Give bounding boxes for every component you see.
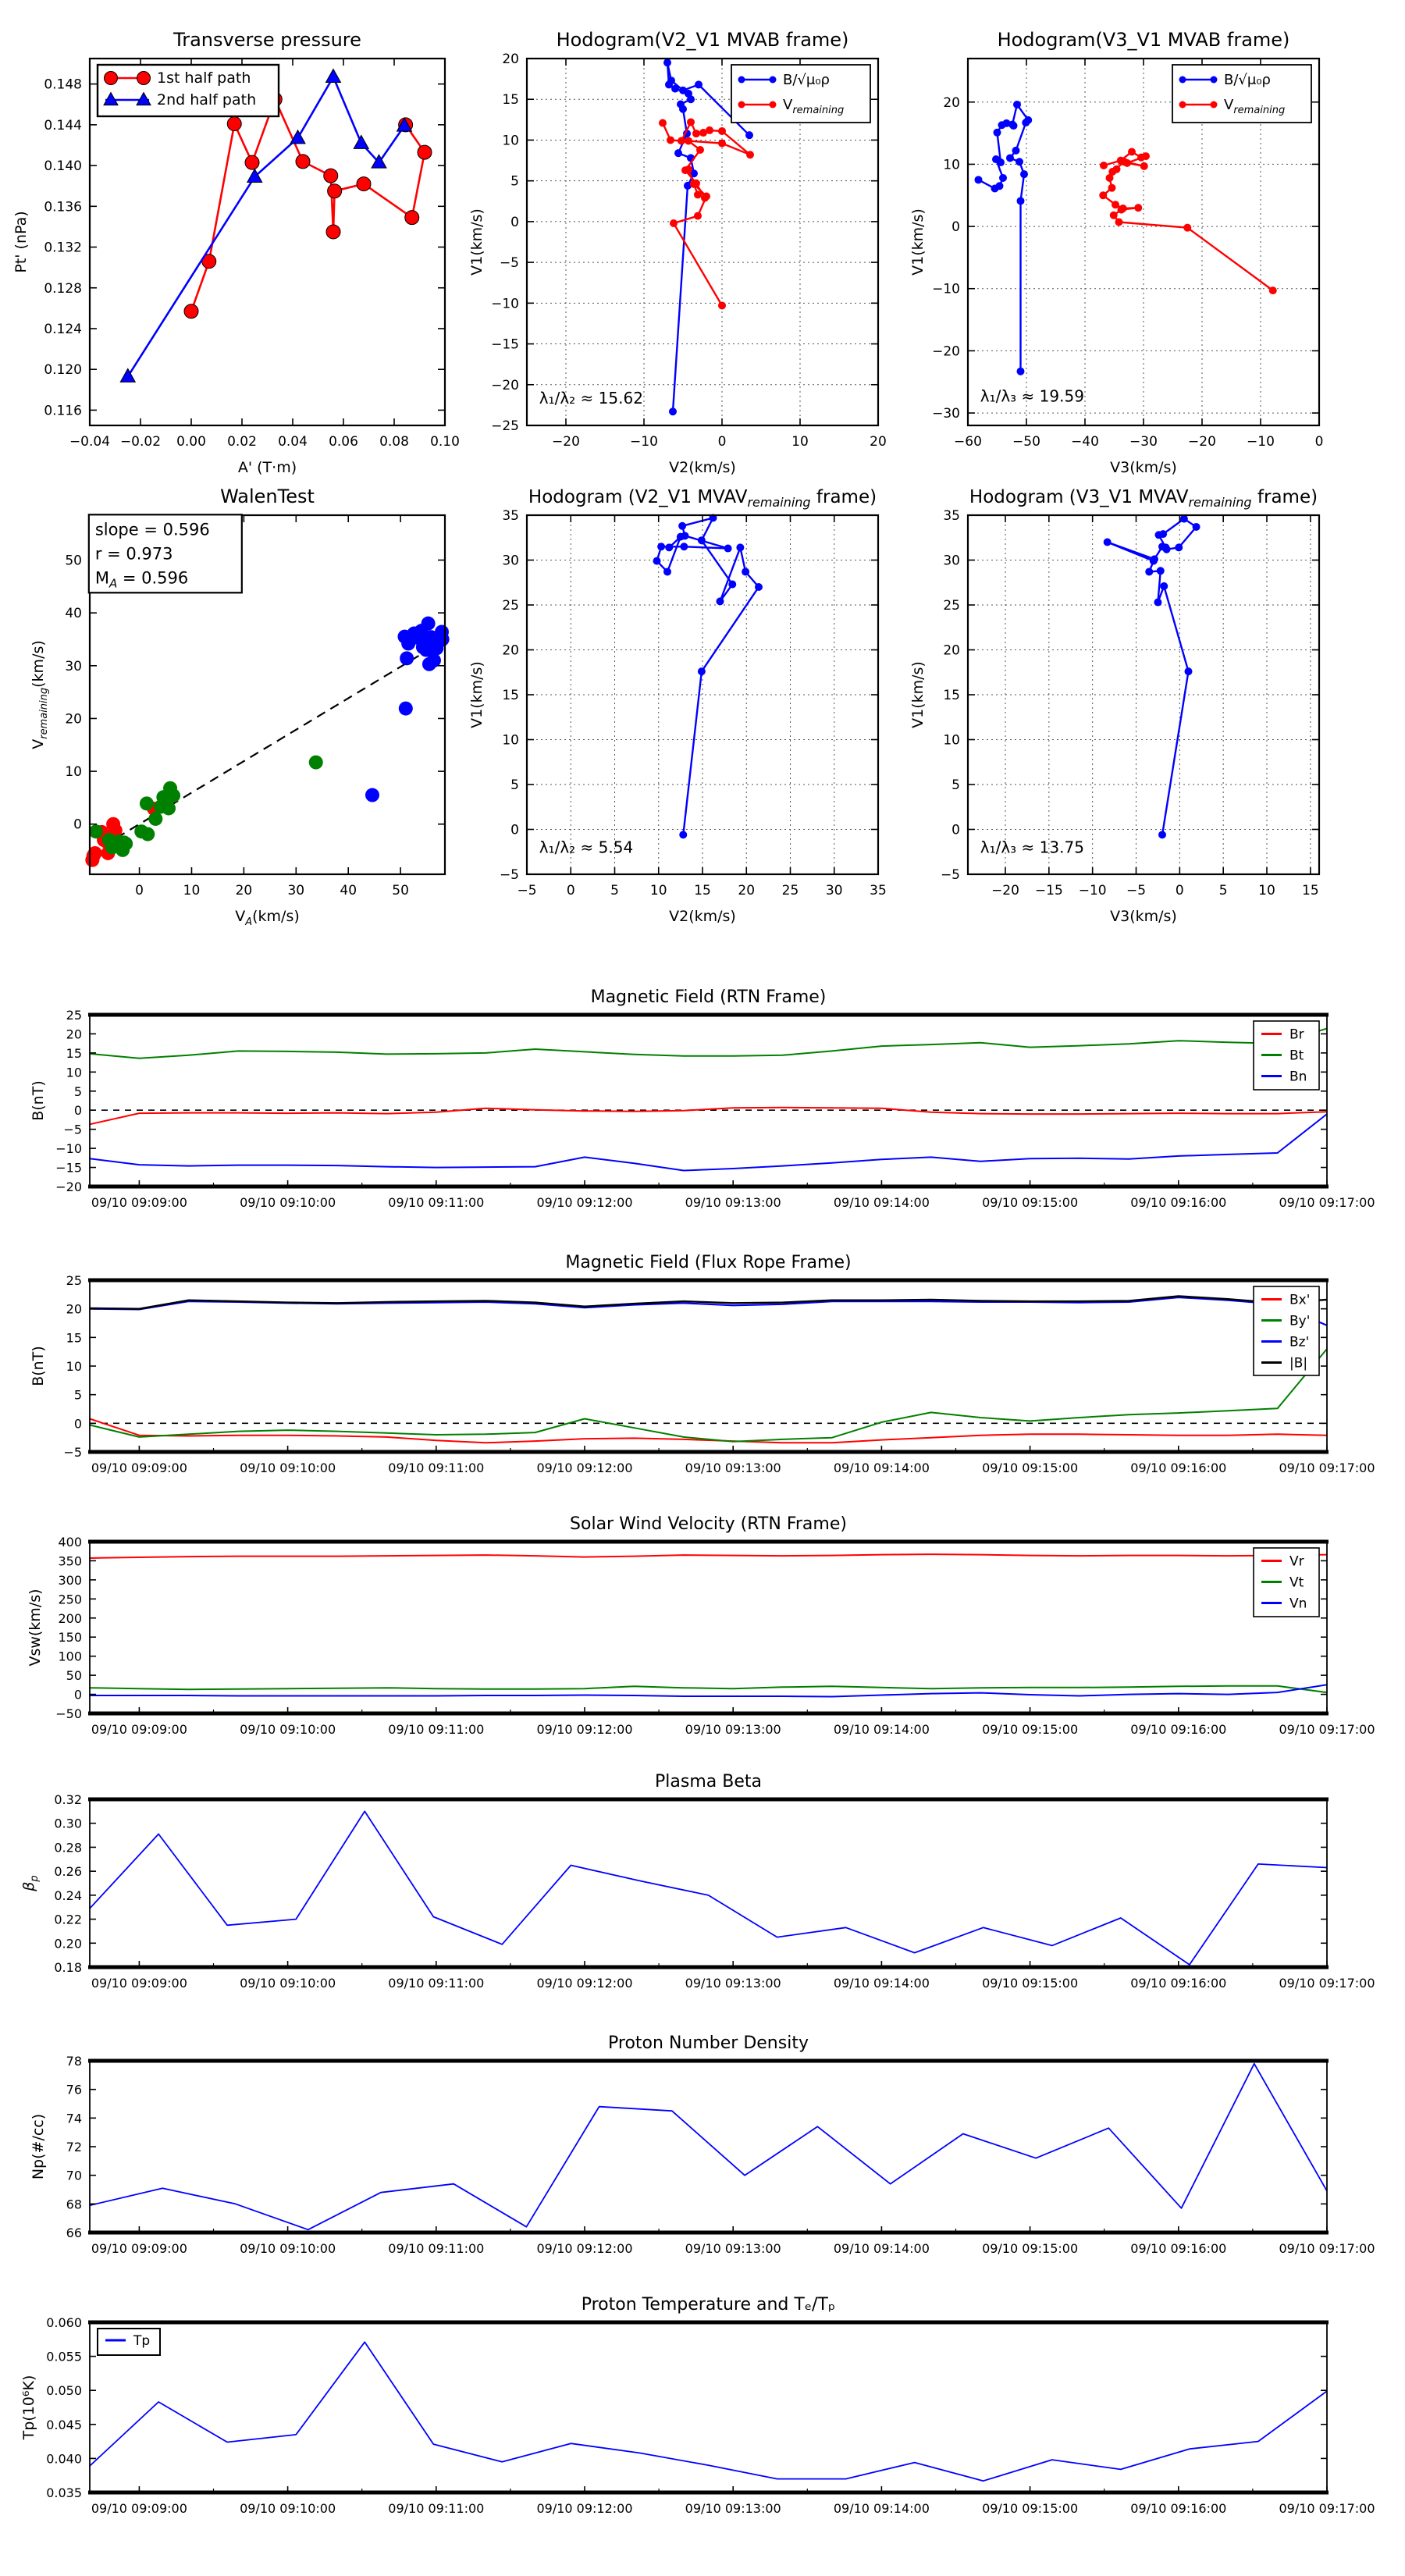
svg-text:09/10 09:16:00: 09/10 09:16:00 xyxy=(1130,2241,1227,2256)
svg-text:09/10 09:16:00: 09/10 09:16:00 xyxy=(1130,1722,1227,1737)
svg-text:5: 5 xyxy=(951,777,960,793)
svg-text:30: 30 xyxy=(825,883,843,898)
svg-text:Bx': Bx' xyxy=(1289,1292,1311,1308)
svg-text:0: 0 xyxy=(510,214,519,230)
magnetic-field-flux-rope-chart xyxy=(30,1253,1375,1475)
svg-text:50: 50 xyxy=(65,553,82,569)
svg-text:09/10 09:16:00: 09/10 09:16:00 xyxy=(1130,2501,1227,2516)
svg-text:100: 100 xyxy=(58,1649,82,1664)
svg-text:09/10 09:10:00: 09/10 09:10:00 xyxy=(240,2241,336,2256)
svg-text:0.140: 0.140 xyxy=(44,158,82,175)
svg-text:250: 250 xyxy=(58,1592,82,1607)
svg-text:09/10 09:16:00: 09/10 09:16:00 xyxy=(1130,1461,1227,1475)
svg-text:5: 5 xyxy=(1218,883,1228,898)
svg-text:−30: −30 xyxy=(932,406,960,422)
svg-text:−10: −10 xyxy=(932,281,960,297)
svg-text:09/10 09:11:00: 09/10 09:11:00 xyxy=(388,1195,485,1210)
svg-text:0.08: 0.08 xyxy=(379,434,409,450)
transverse-pressure-chart xyxy=(12,29,460,476)
svg-text:λ₁/λ₂ ≈ 15.62: λ₁/λ₂ ≈ 15.62 xyxy=(539,388,643,407)
svg-text:20: 20 xyxy=(943,642,960,659)
svg-text:09/10 09:15:00: 09/10 09:15:00 xyxy=(982,1976,1079,1991)
svg-text:09/10 09:10:00: 09/10 09:10:00 xyxy=(240,2501,336,2516)
svg-text:0: 0 xyxy=(73,1103,82,1119)
svg-text:20: 20 xyxy=(870,434,887,450)
svg-text:09/10 09:15:00: 09/10 09:15:00 xyxy=(982,1722,1079,1737)
svg-text:10: 10 xyxy=(502,133,519,149)
svg-text:−25: −25 xyxy=(491,418,519,434)
svg-text:50: 50 xyxy=(66,1668,82,1684)
svg-text:09/10 09:14:00: 09/10 09:14:00 xyxy=(833,2241,930,2256)
svg-text:−5: −5 xyxy=(63,1122,82,1137)
hodogram-v3v1-mvab-chart xyxy=(909,29,1323,476)
svg-text:25: 25 xyxy=(781,883,799,898)
svg-text:Magnetic Field (RTN Frame): Magnetic Field (RTN Frame) xyxy=(590,987,827,1007)
svg-text:B/√μ₀ρ: B/√μ₀ρ xyxy=(783,72,830,88)
svg-text:−15: −15 xyxy=(1034,883,1063,898)
svg-text:0.02: 0.02 xyxy=(227,434,257,450)
svg-text:VA(km/s): $V_A(km/s)$ xyxy=(235,908,300,928)
svg-text:0.00: 0.00 xyxy=(176,434,206,450)
svg-text:1st half path: 1st half path xyxy=(157,69,251,87)
svg-text:35: 35 xyxy=(502,508,519,524)
svg-text:68: 68 xyxy=(66,2197,82,2212)
svg-text:09/10 09:09:00: 09/10 09:09:00 xyxy=(91,1976,187,1991)
svg-text:35: 35 xyxy=(870,883,887,898)
svg-text:09/10 09:17:00: 09/10 09:17:00 xyxy=(1279,1722,1375,1737)
svg-text:Pt' (nPa): Pt' (nPa) xyxy=(12,211,30,273)
svg-text:09/10 09:14:00: 09/10 09:14:00 xyxy=(833,2501,930,2516)
svg-text:30: 30 xyxy=(65,658,82,674)
svg-text:0: 0 xyxy=(1175,883,1184,898)
svg-text:09/10 09:13:00: 09/10 09:13:00 xyxy=(685,1976,781,1991)
svg-text:B(nT): B(nT) xyxy=(30,1346,47,1386)
svg-text:0.116: 0.116 xyxy=(44,403,82,419)
svg-text:0.136: 0.136 xyxy=(44,199,82,215)
svg-text:30: 30 xyxy=(502,553,519,569)
svg-text:09/10 09:09:00: 09/10 09:09:00 xyxy=(91,2501,187,2516)
svg-text:50: 50 xyxy=(392,883,409,898)
svg-text:15: 15 xyxy=(66,1045,82,1061)
svg-text:Proton Number Density: Proton Number Density xyxy=(608,2033,809,2053)
svg-text:A' (T·m): A' (T·m) xyxy=(237,459,297,476)
svg-text:20: 20 xyxy=(65,711,82,728)
svg-text:09/10 09:13:00: 09/10 09:13:00 xyxy=(685,2501,781,2516)
svg-text:−5: −5 xyxy=(1126,883,1147,898)
svg-text:09/10 09:12:00: 09/10 09:12:00 xyxy=(536,1195,633,1210)
svg-text:150: 150 xyxy=(58,1630,82,1646)
svg-text:09/10 09:17:00: 09/10 09:17:00 xyxy=(1279,1976,1375,1991)
svg-text:09/10 09:13:00: 09/10 09:13:00 xyxy=(685,1722,781,1737)
svg-text:09/10 09:09:00: 09/10 09:09:00 xyxy=(91,1722,187,1737)
svg-text:09/10 09:13:00: 09/10 09:13:00 xyxy=(685,1195,781,1210)
svg-text:0: 0 xyxy=(73,1416,82,1432)
svg-text:09/10 09:09:00: 09/10 09:09:00 xyxy=(91,2241,187,2256)
svg-text:09/10 09:15:00: 09/10 09:15:00 xyxy=(982,1195,1079,1210)
svg-text:By': By' xyxy=(1289,1313,1311,1329)
svg-text:09/10 09:11:00: 09/10 09:11:00 xyxy=(388,2501,485,2516)
svg-text:B/√μ₀ρ: B/√μ₀ρ xyxy=(1224,72,1271,88)
svg-text:−10: −10 xyxy=(491,296,519,312)
svg-text:V2(km/s): V2(km/s) xyxy=(669,908,736,925)
svg-text:09/10 09:09:00: 09/10 09:09:00 xyxy=(91,1461,187,1475)
svg-text:09/10 09:11:00: 09/10 09:11:00 xyxy=(388,2241,485,2256)
svg-text:5: 5 xyxy=(73,1387,82,1403)
svg-text:0.26: 0.26 xyxy=(54,1864,82,1880)
svg-text:10: 10 xyxy=(65,764,82,781)
plasma-beta-chart xyxy=(20,1772,1375,1991)
svg-text:0.035: 0.035 xyxy=(46,2485,82,2500)
svg-text:B(nT): B(nT) xyxy=(30,1080,47,1121)
svg-text:−20: −20 xyxy=(552,434,580,450)
svg-text:Solar Wind Velocity (RTN Frame: Solar Wind Velocity (RTN Frame) xyxy=(570,1514,847,1534)
svg-text:09/10 09:17:00: 09/10 09:17:00 xyxy=(1279,1195,1375,1210)
svg-text:−20: −20 xyxy=(991,883,1019,898)
svg-text:slope = 0.596: slope = 0.596 xyxy=(94,520,210,539)
hodogram-v2v1-mvav-chart xyxy=(468,487,887,925)
svg-text:10: 10 xyxy=(943,157,960,173)
svg-text:0.24: 0.24 xyxy=(54,1888,82,1903)
svg-text:10: 10 xyxy=(791,434,809,450)
hodogram-v3v1-mvav-chart xyxy=(909,487,1319,925)
svg-text:−20: −20 xyxy=(491,377,519,393)
svg-text:10: 10 xyxy=(502,732,519,749)
svg-text:09/10 09:10:00: 09/10 09:10:00 xyxy=(240,1461,336,1475)
svg-text:09/10 09:10:00: 09/10 09:10:00 xyxy=(240,1195,336,1210)
svg-text:09/10 09:11:00: 09/10 09:11:00 xyxy=(388,1461,485,1475)
svg-text:09/10 09:09:00: 09/10 09:09:00 xyxy=(91,1195,187,1210)
svg-text:200: 200 xyxy=(58,1610,82,1626)
proton-temperature-chart xyxy=(20,2295,1375,2516)
svg-text:5: 5 xyxy=(73,1083,82,1099)
svg-text:09/10 09:15:00: 09/10 09:15:00 xyxy=(982,1461,1079,1475)
svg-text:Tp: Tp xyxy=(133,2333,151,2349)
svg-text:0.120: 0.120 xyxy=(44,362,82,379)
svg-text:−30: −30 xyxy=(1129,434,1158,450)
svg-text:15: 15 xyxy=(502,92,519,109)
svg-text:09/10 09:14:00: 09/10 09:14:00 xyxy=(833,1722,930,1737)
svg-text:0.148: 0.148 xyxy=(44,76,82,93)
svg-text:20: 20 xyxy=(66,1301,82,1317)
svg-text:0: 0 xyxy=(1314,434,1324,450)
svg-text:5: 5 xyxy=(510,777,519,793)
svg-text:300: 300 xyxy=(58,1572,82,1588)
svg-text:MA = 0.596: $M_A = 0.596$ xyxy=(94,568,189,591)
svg-text:20: 20 xyxy=(943,94,960,111)
svg-text:20: 20 xyxy=(66,1026,82,1042)
svg-text:0.045: 0.045 xyxy=(46,2417,82,2432)
svg-text:40: 40 xyxy=(65,606,82,622)
svg-text:Proton Temperature and Tₑ/Tₚ: Proton Temperature and Tₑ/Tₚ xyxy=(581,2295,836,2314)
svg-text:0.124: 0.124 xyxy=(44,321,82,337)
svg-text:0.132: 0.132 xyxy=(44,240,82,256)
svg-text:βp: $\beta_p$ xyxy=(20,1875,41,1891)
svg-text:09/10 09:17:00: 09/10 09:17:00 xyxy=(1279,2241,1375,2256)
svg-text:0: 0 xyxy=(135,883,144,898)
svg-text:−0.02: −0.02 xyxy=(119,434,162,450)
svg-text:25: 25 xyxy=(66,1008,82,1023)
svg-text:09/10 09:14:00: 09/10 09:14:00 xyxy=(833,1461,930,1475)
svg-text:−0.04: −0.04 xyxy=(69,434,111,450)
svg-text:Bn: Bn xyxy=(1289,1069,1307,1085)
hodogram-v2v1-mvab-chart xyxy=(468,29,887,476)
svg-text:0: 0 xyxy=(951,219,960,236)
svg-text:Bz': Bz' xyxy=(1289,1334,1310,1350)
svg-text:0.22: 0.22 xyxy=(54,1912,82,1927)
svg-text:25: 25 xyxy=(943,598,960,614)
svg-text:25: 25 xyxy=(502,598,519,614)
svg-text:Vremaining(km/s): $V_{remaining}(km/s)$ xyxy=(30,640,50,749)
svg-text:09/10 09:12:00: 09/10 09:12:00 xyxy=(536,1976,633,1991)
svg-text:70: 70 xyxy=(66,2168,82,2183)
svg-text:Magnetic Field (Flux Rope Fram: Magnetic Field (Flux Rope Frame) xyxy=(565,1253,852,1272)
svg-text:−40: −40 xyxy=(1071,434,1099,450)
svg-text:0.144: 0.144 xyxy=(44,117,82,133)
svg-text:20: 20 xyxy=(738,883,756,898)
svg-text:−15: −15 xyxy=(491,336,519,353)
svg-text:−10: −10 xyxy=(55,1141,82,1157)
svg-text:Vsw(km/s): Vsw(km/s) xyxy=(27,1589,44,1667)
svg-text:72: 72 xyxy=(66,2140,82,2154)
svg-text:10: 10 xyxy=(66,1065,82,1080)
svg-text:Hodogram(V3_V1 MVAB frame): Hodogram(V3_V1 MVAB frame) xyxy=(997,29,1290,51)
svg-text:40: 40 xyxy=(340,883,357,898)
svg-text:λ₁/λ₂ ≈ 5.54: λ₁/λ₂ ≈ 5.54 xyxy=(539,838,634,857)
svg-text:09/10 09:12:00: 09/10 09:12:00 xyxy=(536,2501,633,2516)
svg-text:Bt: Bt xyxy=(1289,1048,1304,1064)
svg-text:0.06: 0.06 xyxy=(329,434,358,450)
svg-text:09/10 09:14:00: 09/10 09:14:00 xyxy=(833,1976,930,1991)
svg-text:0: 0 xyxy=(566,883,575,898)
svg-text:10: 10 xyxy=(649,883,667,898)
svg-text:09/10 09:11:00: 09/10 09:11:00 xyxy=(388,1722,485,1737)
svg-text:0: 0 xyxy=(510,822,519,838)
svg-text:V1(km/s): V1(km/s) xyxy=(468,208,486,276)
svg-text:09/10 09:16:00: 09/10 09:16:00 xyxy=(1130,1195,1227,1210)
svg-text:76: 76 xyxy=(66,2082,82,2097)
svg-text:λ₁/λ₃ ≈ 19.59: λ₁/λ₃ ≈ 19.59 xyxy=(980,386,1084,406)
svg-text:30: 30 xyxy=(943,553,960,569)
svg-text:V3(km/s): V3(km/s) xyxy=(1110,459,1177,476)
svg-text:Plasma Beta: Plasma Beta xyxy=(655,1772,762,1791)
svg-text:09/10 09:12:00: 09/10 09:12:00 xyxy=(536,1461,633,1475)
svg-text:09/10 09:10:00: 09/10 09:10:00 xyxy=(240,1976,336,1991)
svg-text:0.20: 0.20 xyxy=(54,1936,82,1952)
proton-density-chart xyxy=(30,2033,1375,2256)
svg-text:09/10 09:13:00: 09/10 09:13:00 xyxy=(685,1461,781,1475)
solar-wind-velocity-chart xyxy=(27,1514,1375,1737)
svg-text:0.18: 0.18 xyxy=(54,1960,82,1975)
svg-text:−15: −15 xyxy=(55,1160,82,1176)
svg-text:Vt: Vt xyxy=(1289,1574,1304,1591)
svg-text:2nd half path: 2nd half path xyxy=(157,91,257,109)
svg-text:Br: Br xyxy=(1289,1026,1304,1043)
svg-text:−5: −5 xyxy=(940,867,960,883)
svg-text:09/10 09:15:00: 09/10 09:15:00 xyxy=(982,2241,1079,2256)
svg-text:−50: −50 xyxy=(1012,434,1040,450)
svg-text:Hodogram (V3_V1 MVAVremaining: Hodogram (V3_V1 $MVAV_{remaining}$ frame) xyxy=(969,487,1318,510)
svg-text:0.060: 0.060 xyxy=(46,2315,82,2330)
svg-text:15: 15 xyxy=(694,883,711,898)
svg-text:Transverse pressure: Transverse pressure xyxy=(173,29,361,51)
svg-text:20: 20 xyxy=(502,52,519,67)
walen-test-chart xyxy=(30,486,450,928)
svg-text:Hodogram(V2_V1 MVAB frame): Hodogram(V2_V1 MVAB frame) xyxy=(556,29,849,51)
svg-text:09/10 09:16:00: 09/10 09:16:00 xyxy=(1130,1976,1227,1991)
svg-text:Vr: Vr xyxy=(1289,1553,1304,1570)
svg-text:5: 5 xyxy=(510,173,519,190)
svg-text:30: 30 xyxy=(287,883,305,898)
svg-text:Np(#/cc): Np(#/cc) xyxy=(30,2113,47,2180)
svg-text:−20: −20 xyxy=(932,343,960,360)
svg-text:−5: −5 xyxy=(499,867,519,883)
svg-text:15: 15 xyxy=(66,1330,82,1346)
svg-text:−10: −10 xyxy=(1078,883,1107,898)
svg-text:Vn: Vn xyxy=(1289,1596,1307,1612)
svg-text:09/10 09:11:00: 09/10 09:11:00 xyxy=(388,1976,485,1991)
svg-text:09/10 09:14:00: 09/10 09:14:00 xyxy=(833,1195,930,1210)
svg-text:35: 35 xyxy=(943,508,960,524)
svg-text:25: 25 xyxy=(66,1273,82,1288)
svg-text:WalenTest: WalenTest xyxy=(220,486,315,507)
svg-text:−5: −5 xyxy=(517,883,537,898)
svg-text:V3(km/s): V3(km/s) xyxy=(1110,908,1177,925)
magnetic-field-rtn-chart xyxy=(30,987,1375,1210)
svg-text:|B|: |B| xyxy=(1289,1355,1308,1372)
svg-text:15: 15 xyxy=(943,688,960,703)
svg-text:0.32: 0.32 xyxy=(54,1792,82,1807)
svg-text:−5: −5 xyxy=(499,255,519,272)
svg-text:−10: −10 xyxy=(630,434,658,450)
svg-text:0: 0 xyxy=(73,1687,82,1703)
svg-text:09/10 09:17:00: 09/10 09:17:00 xyxy=(1279,2501,1375,2516)
svg-text:0.04: 0.04 xyxy=(278,434,308,450)
svg-text:400: 400 xyxy=(58,1535,82,1550)
svg-text:−50: −50 xyxy=(55,1706,82,1721)
svg-text:0.050: 0.050 xyxy=(46,2383,82,2399)
svg-text:0.128: 0.128 xyxy=(44,280,82,297)
svg-text:09/10 09:15:00: 09/10 09:15:00 xyxy=(982,2501,1079,2516)
svg-text:Hodogram (V2_V1 MVAVremaining: Hodogram (V2_V1 $MVAV_{remaining}$ frame) xyxy=(528,487,877,510)
svg-text:0.10: 0.10 xyxy=(430,434,460,450)
svg-text:15: 15 xyxy=(1302,883,1319,898)
svg-text:10: 10 xyxy=(943,732,960,749)
svg-text:5: 5 xyxy=(610,883,619,898)
svg-text:20: 20 xyxy=(502,642,519,659)
svg-text:09/10 09:17:00: 09/10 09:17:00 xyxy=(1279,1461,1375,1475)
svg-text:V2(km/s): V2(km/s) xyxy=(669,459,736,476)
svg-text:0: 0 xyxy=(717,434,727,450)
svg-text:66: 66 xyxy=(66,2226,82,2240)
svg-text:0.040: 0.040 xyxy=(46,2451,82,2467)
svg-text:−10: −10 xyxy=(1247,434,1275,450)
svg-text:09/10 09:13:00: 09/10 09:13:00 xyxy=(685,2241,781,2256)
svg-text:78: 78 xyxy=(66,2054,82,2069)
svg-text:λ₁/λ₃ ≈ 13.75: λ₁/λ₃ ≈ 13.75 xyxy=(980,838,1084,857)
svg-text:20: 20 xyxy=(235,883,253,898)
svg-text:r = 0.973: r = 0.973 xyxy=(94,544,173,564)
svg-text:10: 10 xyxy=(183,883,201,898)
svg-text:09/10 09:12:00: 09/10 09:12:00 xyxy=(536,2241,633,2256)
svg-text:Vremaining: $V_{remaining}$ xyxy=(783,97,845,116)
svg-text:−20: −20 xyxy=(1188,434,1216,450)
svg-text:V1(km/s): V1(km/s) xyxy=(909,208,927,276)
svg-text:Vremaining: $V_{remaining}$ xyxy=(1224,97,1286,116)
svg-text:0.055: 0.055 xyxy=(46,2349,82,2364)
svg-text:0: 0 xyxy=(951,822,960,838)
svg-text:0.28: 0.28 xyxy=(54,1840,82,1856)
svg-text:10: 10 xyxy=(1258,883,1275,898)
svg-text:−60: −60 xyxy=(954,434,982,450)
svg-text:350: 350 xyxy=(58,1553,82,1569)
svg-text:−20: −20 xyxy=(55,1179,82,1194)
svg-text:15: 15 xyxy=(502,688,519,703)
svg-text:10: 10 xyxy=(66,1359,82,1374)
svg-text:Tp(10⁶K): Tp(10⁶K) xyxy=(20,2375,37,2440)
svg-text:0: 0 xyxy=(73,817,82,833)
svg-text:74: 74 xyxy=(66,2111,82,2126)
svg-text:09/10 09:12:00: 09/10 09:12:00 xyxy=(536,1722,633,1737)
svg-text:V1(km/s): V1(km/s) xyxy=(468,661,486,728)
svg-text:0.30: 0.30 xyxy=(54,1816,82,1831)
svg-text:09/10 09:10:00: 09/10 09:10:00 xyxy=(240,1722,336,1737)
svg-text:V1(km/s): V1(km/s) xyxy=(909,661,927,728)
svg-text:−5: −5 xyxy=(63,1445,82,1460)
